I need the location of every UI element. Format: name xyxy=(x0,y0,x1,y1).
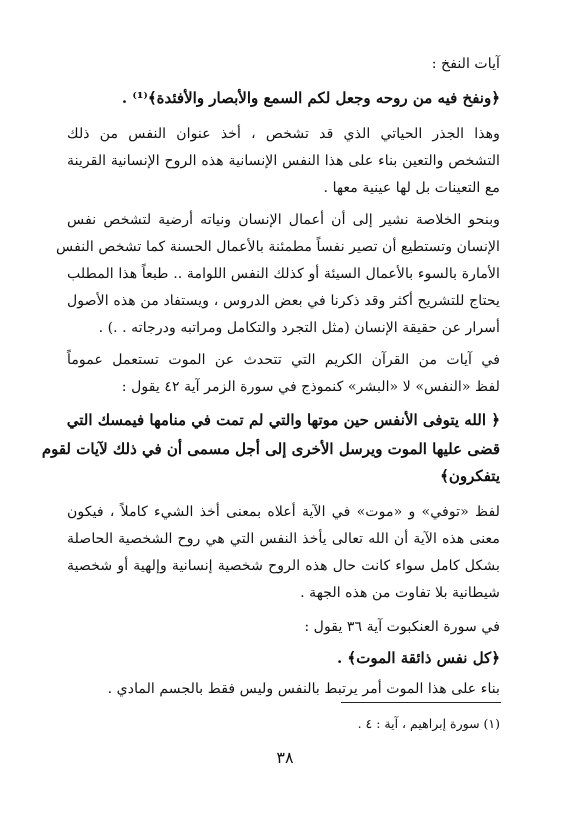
paragraph-6: بناء على هذا الموت أمر يرتبط بالنفس وليس فقط بالجسم المادي . xyxy=(107,681,500,697)
section-heading: آيات النفخ : xyxy=(431,56,500,72)
paragraph-1-line-1: وهذا الجذر الحياتي الذي قد تشخص ، أخذ عنوان النفس من ذلك xyxy=(67,126,500,142)
paragraph-3-line-2: لفظ «النفس» لا «البشر» كنموذج في سورة الزمر آية ٤٢ يقول : xyxy=(121,379,500,395)
paragraph-1-line-3: مع التعينات بل لها عينية معها . xyxy=(323,180,500,196)
quran-verse-2-line-3: يتفكرون﴾ xyxy=(440,467,500,485)
page-number: ٣٨ xyxy=(276,748,294,767)
paragraph-2-line-3: الأمارة بالسوء بالأعمال السيئة أو كذلك النفس اللوامة .. طبعاً هذا المطلب xyxy=(67,266,500,282)
quran-verse-1: ﴿ونفخ فيه من روحه وجعل لكم السمع والأبصار والأفئدة﴾⁽¹⁾ . xyxy=(121,89,500,107)
paragraph-2-line-4: يحتاج للتشريح أكثر وقد ذكرنا في بعض الدروس ، ويستفاد من هذه الأصول xyxy=(67,293,500,309)
quran-verse-2-line-1: ﴿ الله يتوفى الأنفس حين موتها والتي لم تمت في منامها فيمسك التي xyxy=(66,411,500,429)
paragraph-1-line-2: التشخص والتعين بناء على هذا النفس الإنسانية هذه الروح الإنسانية القرينة xyxy=(67,153,500,169)
paragraph-2-line-2: الإنسان وتستطيع أن تصير نفساً مطمئنة بالأعمال الحسنة كما تشخص النفس xyxy=(56,239,500,255)
paragraph-4-line-4: شيطانية بلا تفاوت من هذه الجهة . xyxy=(300,585,500,601)
paragraph-5: في سورة العنكبوت آية ٣٦ يقول : xyxy=(304,619,500,635)
footnote: (١) سورة إبراهيم ، آية : ٤ . xyxy=(357,716,500,731)
paragraph-2-line-5: أسرار عن حقيقة الإنسان (مثل التجرد والتكامل ومراتبه ودرجاته . .) . xyxy=(98,320,500,336)
footnote-divider xyxy=(341,702,501,703)
quran-verse-3: ﴿كل نفس ذائقة الموت﴾ . xyxy=(336,649,500,667)
paragraph-2-line-1: وبنحو الخلاصة نشير إلى أن أعمال الإنسان ونياته أرضية لتشخص نفس xyxy=(67,212,500,228)
paragraph-4-line-2: معنى هذه الآية أن الله تعالى يأخذ النفس التي هي روح الشخصية الحاصلة xyxy=(67,531,500,547)
paragraph-4-line-1: لفظ «توفي» و «موت» في الآية أعلاه بمعنى أخذ الشيء كاملاً ، فيكون xyxy=(67,504,500,520)
paragraph-4-line-3: بشكل كامل سواء كانت حال هذه الروح شخصية إنسانية وإلهية أو شخصية xyxy=(67,558,500,574)
paragraph-3-line-1: في آيات من القرآن الكريم التي تتحدث عن الموت تستعمل عموماً xyxy=(67,352,500,368)
quran-verse-2-line-2: قضى عليها الموت ويرسل الأخرى إلى أجل مسمى أن في ذلك لآيات لقوم xyxy=(41,440,500,458)
